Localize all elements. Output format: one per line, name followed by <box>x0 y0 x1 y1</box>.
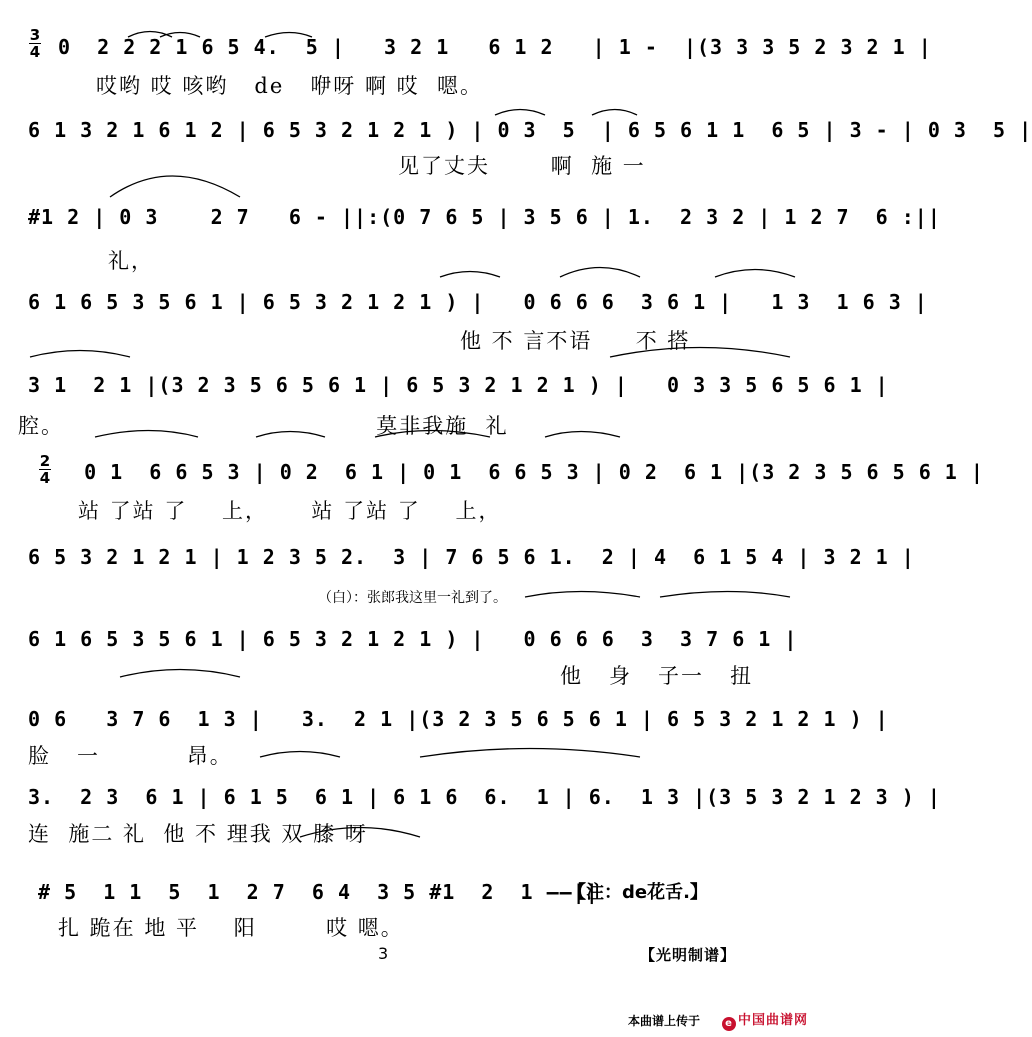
notation-line-3: #1 2 | 0 3 2 7 6 - ||:(0 7 6 5 | 3 5 6 | 1. 2 3 2 | 1 2 7 6 :|| <box>28 205 941 229</box>
lyrics-line-10: 连 施二 礼 他 不 理我 双 膝 呀 <box>28 822 368 846</box>
time-signature: 2 4 <box>39 452 51 487</box>
notation-line-11: # 5 1 1 5 1 2 7 6 4 3 5 #1 2 1 ——|| <box>38 880 599 904</box>
notation-line-7: 6 5 3 2 1 2 1 | 1 2 3 5 2. 3 | 7 6 5 6 1. 2 | 4 6 1 5 4 | 3 2 1 | <box>28 545 915 569</box>
lyrics-line-3: 礼， <box>108 249 154 273</box>
lyrics-line-6: 站 了站 了 上， 站 了站 了 上， <box>78 499 502 523</box>
notation-line-2: 6 1 3 2 1 6 1 2 | 6 5 3 2 1 2 1 ) | 0 3 5 | 6 5 6 1 1 6 5 | 3 - | 0 3 5 | <box>28 118 1032 142</box>
notation-line-8: 6 1 6 5 3 5 6 1 | 6 5 3 2 1 2 1 ) | 0 6 6 6 3 3 7 6 1 | <box>28 627 798 651</box>
spoken-line: （白）：张郎我这里一礼到了。 <box>318 590 507 606</box>
credit-label: 【光明制谱】 <box>640 946 737 964</box>
notation-line-6: 0 1 6 6 5 3 | 0 2 6 1 | 0 1 6 6 5 3 | 0 2 6 1 |(3 2 3 5 6 5 6 1 | <box>58 460 984 484</box>
page-number: 3 <box>378 944 389 963</box>
annotation-note: 【注：de花舌.】 <box>568 882 708 903</box>
notation-line-1: 0 2 2 2 1 6 5 4. 5 | 3 2 1 6 1 2 | 1 - |(3 3 3 5 2 3 2 1 | <box>58 35 932 59</box>
logo-icon: e <box>722 1017 736 1031</box>
lyrics-line-5: 腔。 莫非我施 礼 <box>18 414 509 438</box>
lyrics-line-4: 他 不 言不语 不 搭 <box>460 329 691 353</box>
lyrics-line-9: 脸 一 昂。 <box>28 744 233 768</box>
upload-label: 本曲谱上传于 <box>628 1014 701 1028</box>
notation-line-9: 0 6 3 7 6 1 3 | 3. 2 1 |(3 2 3 5 6 5 6 1 | 6 5 3 2 1 2 1 ) | <box>28 707 889 731</box>
lyrics-line-11: 扎 跪在 地 平 阳 哎 嗯。 <box>58 916 404 940</box>
lyrics-line-8: 他 身 子一 扭 <box>560 664 754 688</box>
notation-line-5: 3 1 2 1 |(3 2 3 5 6 5 6 1 | 6 5 3 2 1 2 1 ) | 0 3 3 5 6 5 6 1 | <box>28 373 889 397</box>
lyrics-line-1: 哎哟 哎 咳哟 de 咿呀 啊 哎 嗯。 <box>96 74 483 98</box>
site-logo: e 中国曲谱网 <box>722 1009 808 1031</box>
notation-line-10: 3. 2 3 6 1 | 6 1 5 6 1 | 6 1 6 6. 1 | 6. 1 3 |(3 5 3 2 1 2 3 ) | <box>28 785 941 809</box>
time-signature: 3 4 <box>29 26 41 61</box>
lyrics-line-2: 见了丈夫 啊 施 一 <box>398 154 646 178</box>
notation-line-4: 6 1 6 5 3 5 6 1 | 6 5 3 2 1 2 1 ) | 0 6 6 6 3 6 1 | 1 3 1 6 3 | <box>28 290 928 314</box>
